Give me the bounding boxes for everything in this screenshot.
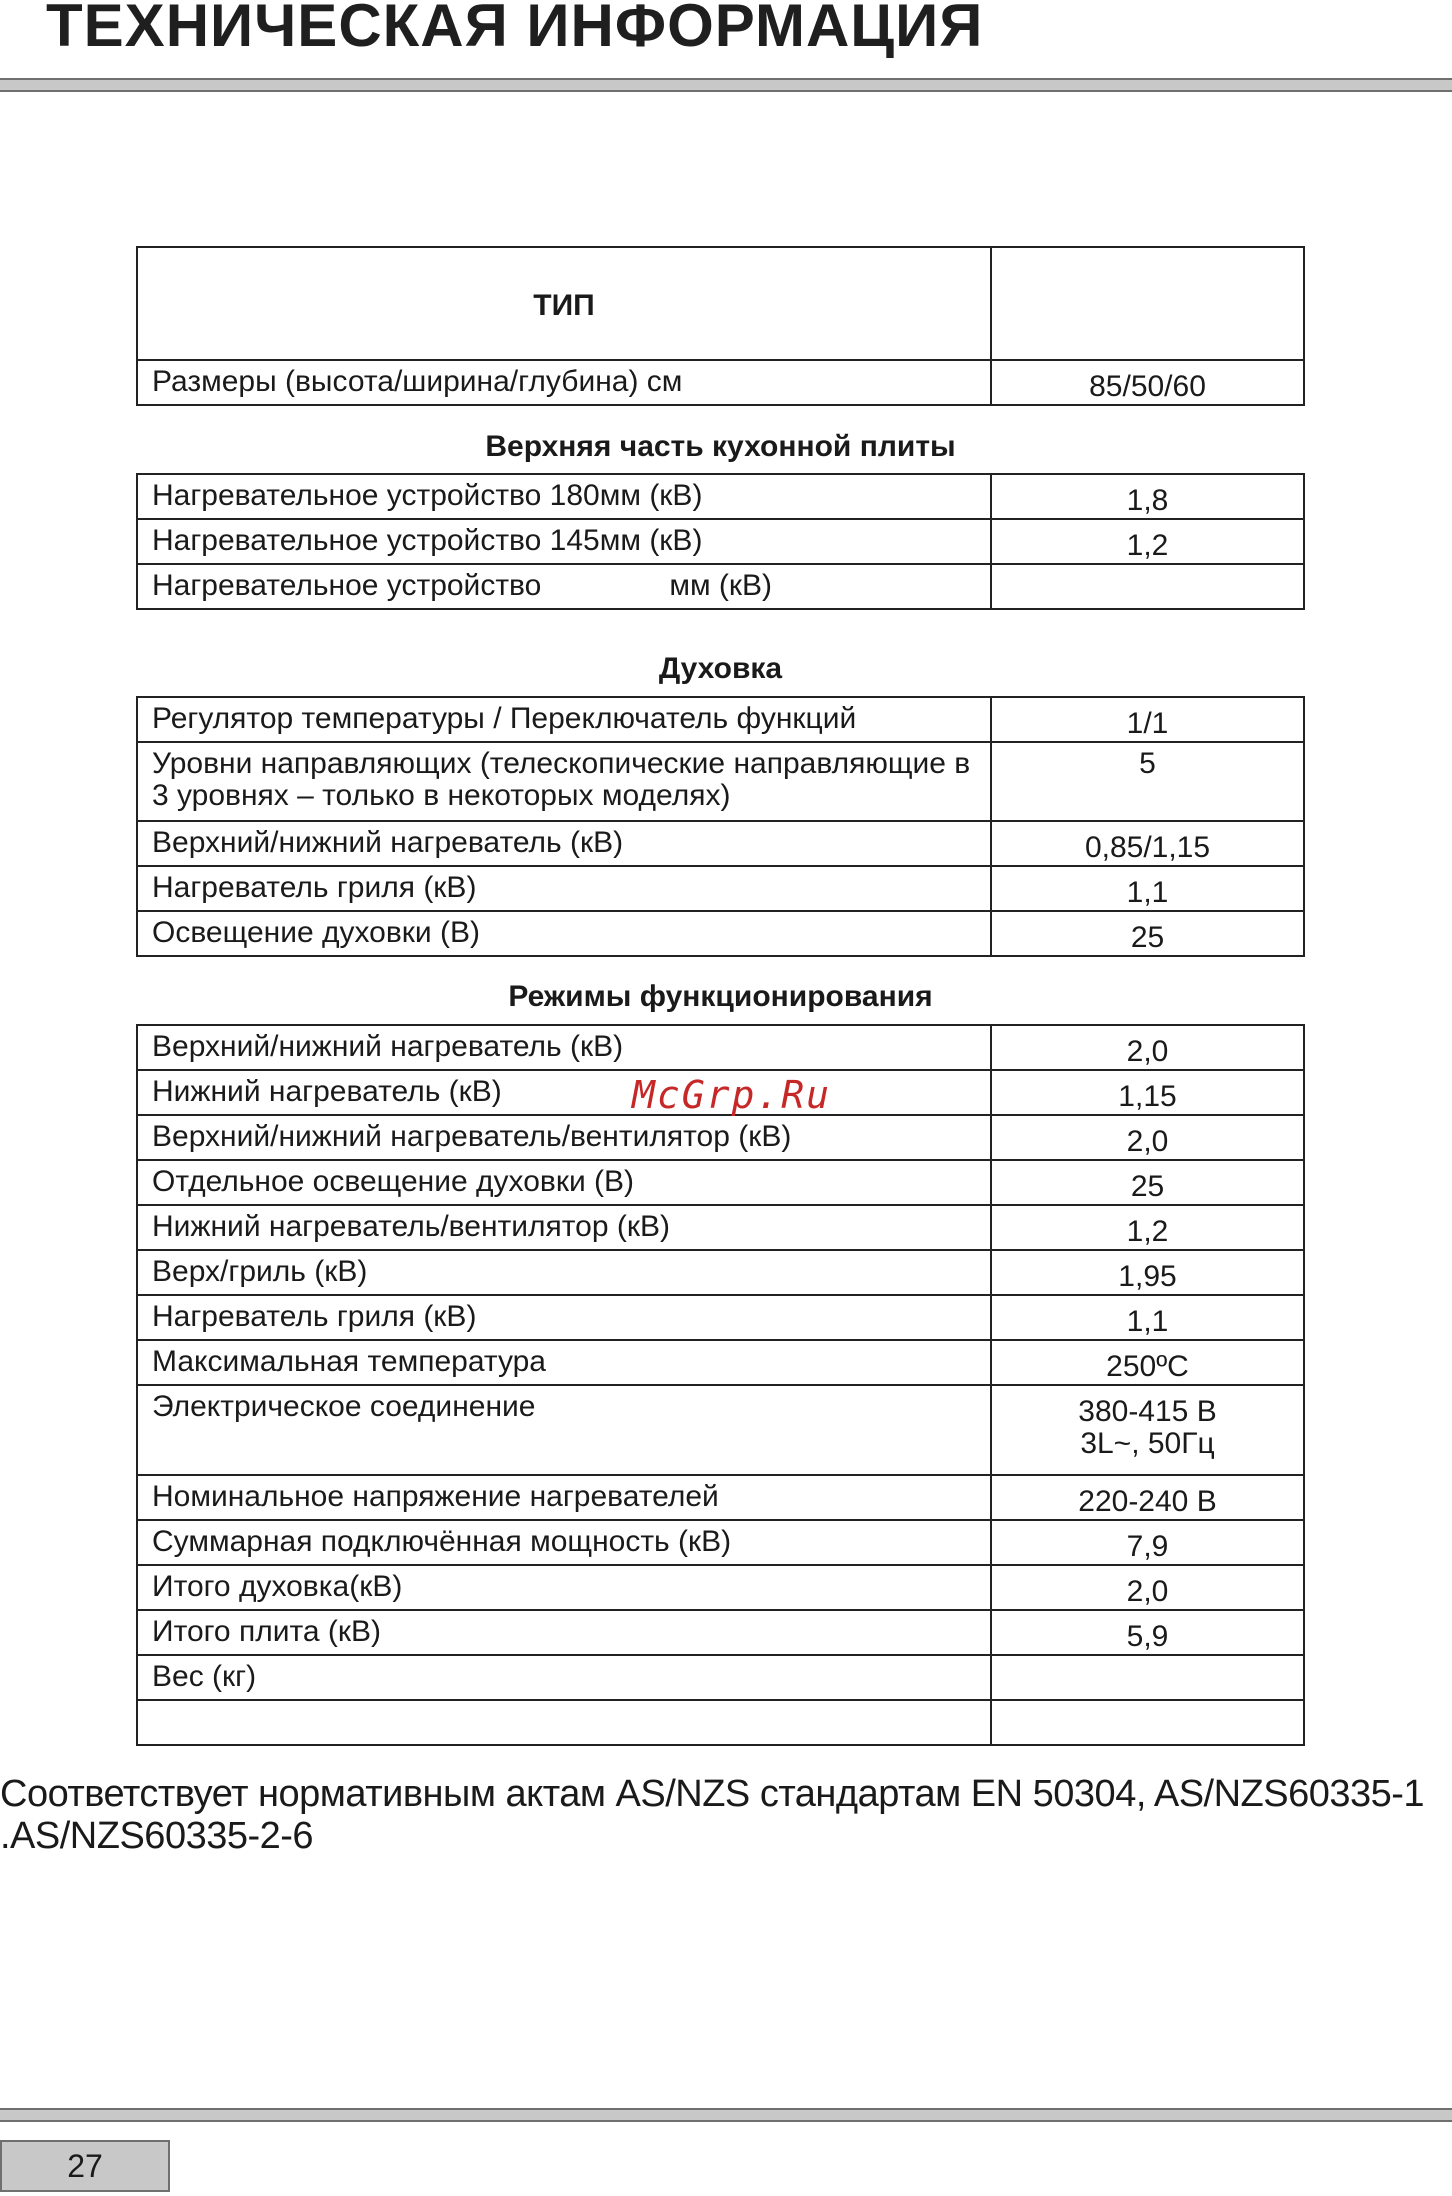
mode-row-label: Итого плита (кВ) [137,1610,991,1655]
mode-row-value: 25 [991,1160,1304,1205]
oven-row-label: Нагреватель гриля (кВ) [137,866,991,911]
oven-row-value: 1/1 [991,697,1304,742]
mode-row-value: 7,9 [991,1520,1304,1565]
oven-row-value: 25 [991,911,1304,956]
connection-phase: 3L~, 50Гц [1080,1427,1215,1460]
mode-row-value: 1,95 [991,1250,1304,1295]
hob-blank-row-label [137,564,991,609]
mode-row-value: 1,1 [991,1295,1304,1340]
type-label: ТИП [137,247,991,360]
mode-row-label: Нижний нагреватель/вентилятор (кВ) [137,1205,991,1250]
watermark: McGrp.Ru [632,1073,832,1117]
hob-section-title: Верхняя часть кухонной плиты [485,430,956,463]
oven-table [136,696,1305,957]
compliance-text [0,1773,1452,1857]
mode-row-value [991,1385,1304,1475]
dimensions-value: 85/50/60 [991,360,1304,405]
mode-row-value: 5,9 [991,1610,1304,1655]
hob-blank-suffix: мм (кВ) [669,569,773,602]
mode-row-label: Отдельное освещение духовки (В) [137,1160,991,1205]
mode-row-label: Максимальная температура [137,1340,991,1385]
page-number: 27 [0,2140,170,2192]
mode-row-label [137,1700,991,1745]
compliance-line-1: Соответствует нормативным актам AS/NZS стандартам EN 50304, AS/NZS60335-1 [0,1773,1425,1815]
mode-row-value [991,1700,1304,1745]
oven-row-value: 0,85/1,15 [991,821,1304,866]
mode-row-value: 2,0 [991,1115,1304,1160]
oven-section-title: Духовка [658,652,783,685]
mode-row-value: 2,0 [991,1565,1304,1610]
hob-row-value: 1,8 [991,474,1304,519]
footer-rule [0,2108,1452,2122]
oven-row-label: Уровни направляющих (телескопические направляющие в 3 уровнях – только в некоторых моделях) [137,742,991,821]
header-rule [0,78,1452,92]
hob-row-label: Нагревательное устройство 145мм (кВ) [137,519,991,564]
mode-row-value: 1,15 [991,1070,1304,1115]
modes-section-title: Режимы функционирования [508,980,933,1013]
hob-blank-row-value [991,564,1304,609]
hob-blank-prefix: Нагревательное устройство [152,569,542,602]
mode-row-label: Номинальное напряжение нагревателей [137,1475,991,1520]
mode-row-label: Суммарная подключённая мощность (кВ) [137,1520,991,1565]
mode-row-value: 250ºC [991,1340,1304,1385]
oven-row-value: 5 [991,742,1304,821]
mode-row-value: 2,0 [991,1025,1304,1070]
mode-row-label: Нижний нагреватель (кВ) [137,1070,991,1115]
mode-row-label: Верхний/нижний нагреватель (кВ) [137,1025,991,1070]
hob-row-label: Нагревательное устройство 180мм (кВ) [137,474,991,519]
mode-row-label: Вес (кг) [137,1655,991,1700]
hob-table [136,473,1305,610]
mode-row-value [991,1655,1304,1700]
mode-row-label: Верх/гриль (кВ) [137,1250,991,1295]
connection-voltage: 380-415 В [1078,1395,1217,1428]
dimensions-label: Размеры (высота/ширина/глубина) см [137,360,991,405]
page-title: ТЕХНИЧЕСКАЯ ИНФОРМАЦИЯ [46,0,984,59]
oven-row-label: Регулятор температуры / Переключатель функций [137,697,991,742]
mode-row-label: Итого духовка(кВ) [137,1565,991,1610]
mode-row-label: Нагреватель гриля (кВ) [137,1295,991,1340]
oven-row-label: Верхний/нижний нагреватель (кВ) [137,821,991,866]
compliance-line-2: .AS/NZS60335-2-6 [0,1815,314,1857]
mode-row-label: Верхний/нижний нагреватель/вентилятор (кВ) [137,1115,991,1160]
mode-row-label: Электрическое соединение [137,1385,991,1475]
type-table [136,246,1305,406]
hob-row-value: 1,2 [991,519,1304,564]
mode-row-value: 1,2 [991,1205,1304,1250]
type-value [991,247,1304,360]
mode-row-value: 220-240 В [991,1475,1304,1520]
modes-table [136,1024,1305,1746]
oven-row-value: 1,1 [991,866,1304,911]
oven-row-label: Освещение духовки (В) [137,911,991,956]
